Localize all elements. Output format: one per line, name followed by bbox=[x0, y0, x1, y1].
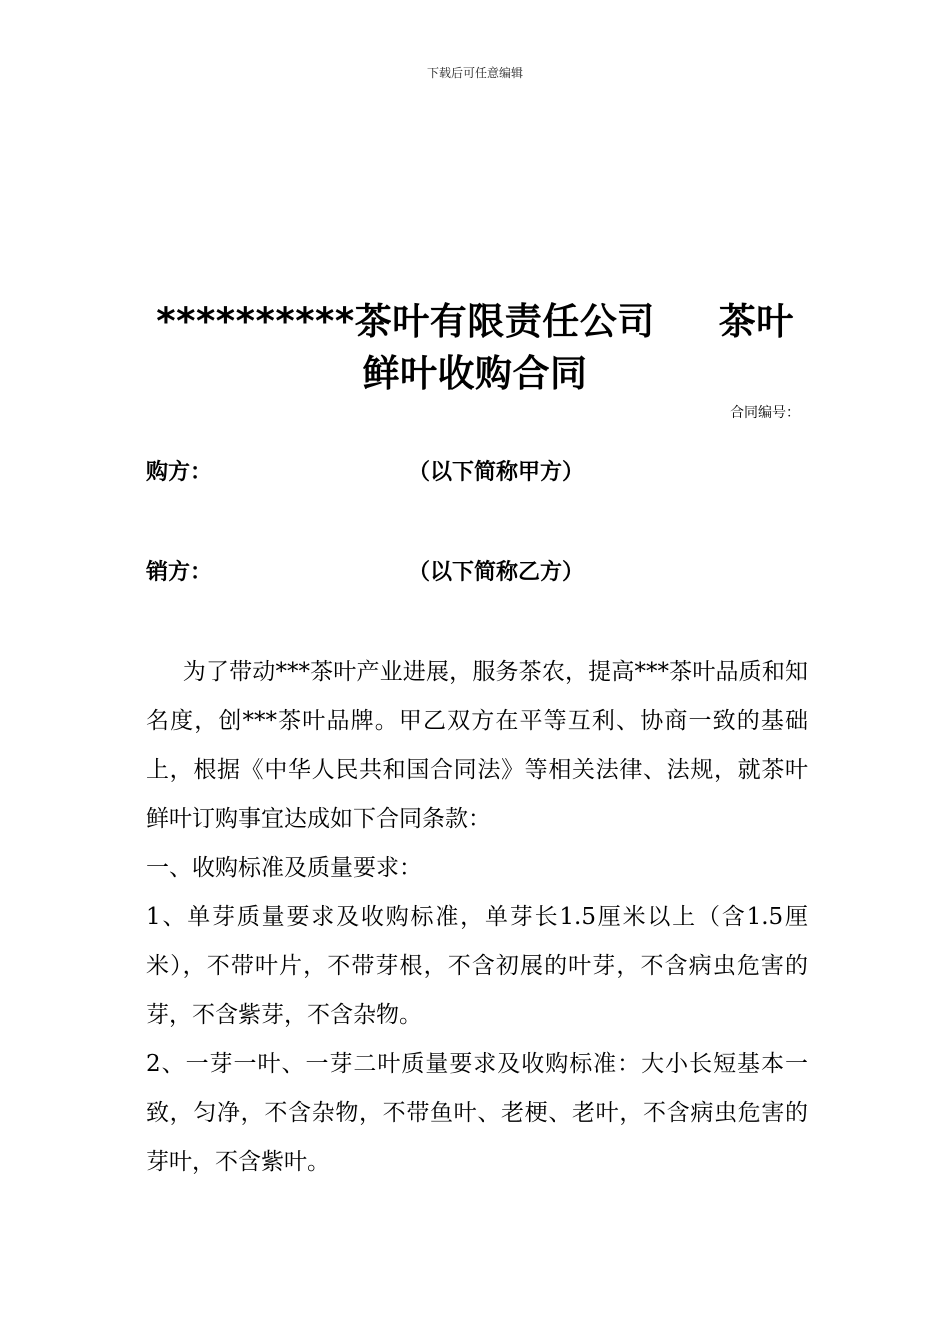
contract-number-label: 合同编号： bbox=[730, 405, 800, 421]
seller-party bbox=[146, 558, 806, 588]
clause-item-2: 2、一芽一叶、一芽二叶质量要求及收购标准：大小长短基本一致，匀净，不含杂物，不带鱼叶、老梗、老叶，不含病虫危害的芽叶，不含紫叶。 bbox=[146, 1051, 808, 1175]
seller-label: 销方： bbox=[146, 560, 213, 585]
title-tea: 茶叶 bbox=[718, 300, 794, 343]
header-note: 下载后可任意编辑 bbox=[426, 66, 523, 80]
title-line-1 bbox=[140, 296, 810, 348]
section-1-heading: 一、收购标准及质量要求： bbox=[146, 855, 422, 881]
buyer-label: 购方： bbox=[146, 460, 213, 485]
contract-body bbox=[146, 648, 808, 1187]
intro-paragraph: 为了带动***茶叶产业进展，服务茶农，提高***茶叶品质和知名度，创***茶叶品牌。甲乙双方在平等互利、协商一致的基础上，根据《中华人民共和国合同法》等相关法律、法规，就茶叶鲜叶订购事宜达成如下合同条款： bbox=[146, 659, 808, 832]
clause-item-1: 1、单芽质量要求及收购标准，单芽长1.5厘米以上（含1.5厘米），不带叶片，不带芽根，不含初展的叶芽，不含病虫危害的芽，不含紫芽，不含杂物。 bbox=[146, 904, 808, 1028]
title-line-2: 鲜叶收购合同 bbox=[362, 352, 588, 395]
title-company: **********茶叶有限责任公司 bbox=[156, 300, 655, 343]
buyer-party bbox=[146, 458, 806, 488]
document-title bbox=[140, 296, 810, 400]
buyer-suffix: （以下简称甲方） bbox=[408, 460, 585, 485]
seller-suffix: （以下简称乙方） bbox=[408, 560, 585, 585]
